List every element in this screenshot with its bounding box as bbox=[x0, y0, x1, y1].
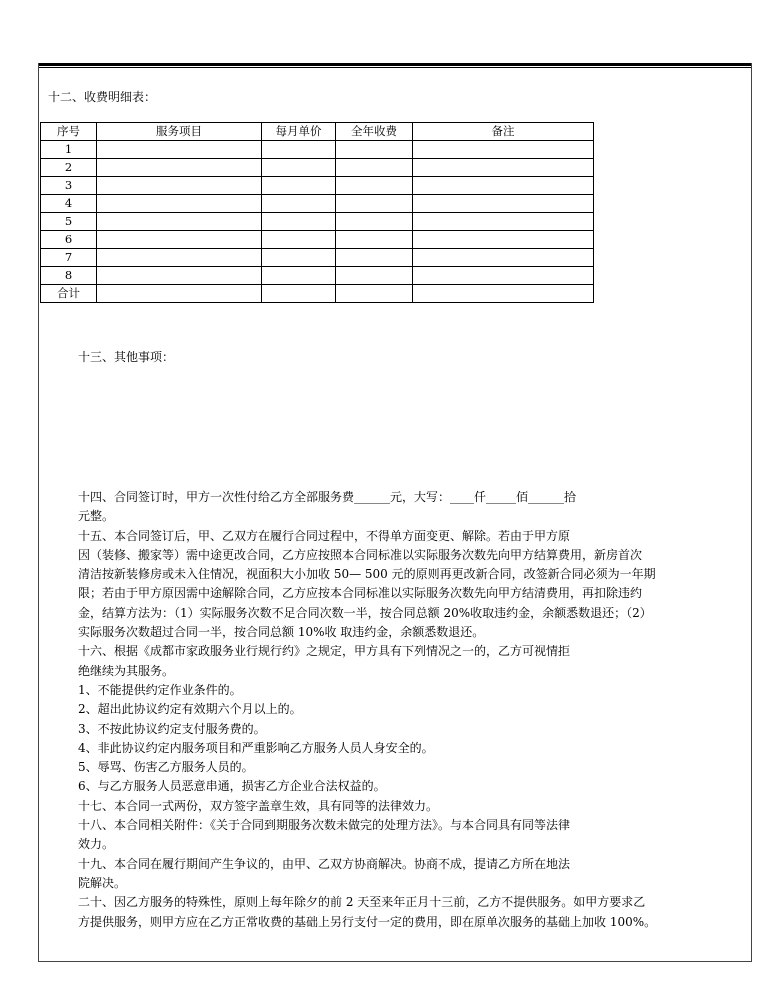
table-row bbox=[41, 267, 594, 285]
table-row bbox=[41, 231, 594, 249]
table-row bbox=[41, 159, 594, 177]
cell-annual-fee bbox=[336, 141, 413, 159]
clause-15-line-5: 金，结算方法为：（1）实际服务次数不足合同次数一半，按合同总额 20%收取违约金，余额悉数退还；（2） bbox=[78, 605, 652, 620]
cell-service-item bbox=[97, 285, 262, 303]
clause-20-line-2: 方提供服务，则甲方应在乙方正常收费的基础上另行支付一定的费用，即在原单次服务的基础上加收 100%。 bbox=[78, 914, 657, 929]
row-index: 8 bbox=[41, 267, 97, 285]
table-row bbox=[41, 249, 594, 267]
clause-16-line-1: 十六、根据《成都市家政服务业行规行约》之规定，甲方具有下列情况之一的，乙方可视情拒 bbox=[78, 644, 571, 659]
row-index: 7 bbox=[41, 249, 97, 267]
row-index: 2 bbox=[41, 159, 97, 177]
row-index: 5 bbox=[41, 213, 97, 231]
cell-annual-fee bbox=[336, 159, 413, 177]
clause-16-item-1: 1、不能提供约定作业条件的。 bbox=[78, 682, 242, 697]
cell-service-item bbox=[97, 159, 262, 177]
cell-annual-fee bbox=[336, 213, 413, 231]
row-index: 3 bbox=[41, 177, 97, 195]
table-row bbox=[41, 177, 594, 195]
cell-annual-fee bbox=[336, 177, 413, 195]
cell-remarks bbox=[413, 177, 594, 195]
header-monthly-price: 每月单价 bbox=[262, 123, 336, 141]
cell-remarks bbox=[413, 213, 594, 231]
section-13-title: 十三、其他事项： bbox=[78, 350, 175, 364]
cell-monthly-price bbox=[262, 213, 336, 231]
clause-15-line-2: 因（装修、搬家等）需中途更改合同，乙方应按照本合同标准以实际服务次数先向甲方结算费用，新房首次 bbox=[78, 547, 643, 562]
clause-15-line-6: 实际服务次数超过合同一半，按合同总额 10%收 取违约金，余额悉数退还。 bbox=[78, 625, 485, 640]
cell-remarks bbox=[413, 231, 594, 249]
clause-16-item-5: 5、辱骂、伤害乙方服务人员的。 bbox=[78, 760, 254, 775]
clause-18-line-2: 效力。 bbox=[78, 837, 115, 852]
cell-service-item bbox=[97, 213, 262, 231]
cell-service-item bbox=[97, 195, 262, 213]
row-index: 4 bbox=[41, 195, 97, 213]
row-index: 1 bbox=[41, 141, 97, 159]
cell-service-item bbox=[97, 141, 262, 159]
table-header-row bbox=[41, 123, 594, 141]
clause-14-line-2: 元整。 bbox=[78, 509, 115, 524]
cell-monthly-price bbox=[262, 249, 336, 267]
header-index: 序号 bbox=[41, 123, 97, 141]
cell-remarks bbox=[413, 195, 594, 213]
cell-remarks bbox=[413, 249, 594, 267]
cell-remarks bbox=[413, 159, 594, 177]
table-row bbox=[41, 213, 594, 231]
cell-monthly-price bbox=[262, 267, 336, 285]
cell-remarks bbox=[413, 267, 594, 285]
cell-service-item bbox=[97, 231, 262, 249]
clause-17: 十七、本合同一式两份，双方签字盖章生效，具有同等的法律效力。 bbox=[78, 798, 439, 813]
clause-16-item-6: 6、与乙方服务人员恶意串通，损害乙方企业合法权益的。 bbox=[78, 779, 386, 794]
header-service-item: 服务项目 bbox=[97, 123, 262, 141]
clause-19-line-1: 十九、本合同在履行期间产生争议的，由甲、乙双方协商解决。协商不成，提请乙方所在地法 bbox=[78, 856, 571, 871]
clause-19-line-2: 院解决。 bbox=[78, 875, 127, 890]
clause-14-line-1: 十四、合同签订时，甲方一次性付给乙方全部服务费______元，大写：____仟_____佰______拾 bbox=[78, 490, 577, 504]
clause-16-item-3: 3、不按此协议约定支付服务费的。 bbox=[78, 721, 266, 736]
cell-monthly-price bbox=[262, 231, 336, 249]
cell-service-item bbox=[97, 267, 262, 285]
clause-16-item-2: 2、超出此协议约定有效期六个月以上的。 bbox=[78, 702, 302, 717]
cell-annual-fee bbox=[336, 231, 413, 249]
cell-monthly-price bbox=[262, 159, 336, 177]
fee-detail-table bbox=[40, 122, 594, 303]
cell-monthly-price bbox=[262, 195, 336, 213]
header-remarks: 备注 bbox=[413, 123, 594, 141]
cell-service-item bbox=[97, 249, 262, 267]
cell-monthly-price bbox=[262, 285, 336, 303]
cell-service-item bbox=[97, 177, 262, 195]
table-row bbox=[41, 195, 594, 213]
contract-clauses bbox=[78, 488, 723, 932]
clause-16-item-4: 4、非此协议约定内服务项目和严重影响乙方服务人员人身安全的。 bbox=[78, 740, 434, 755]
section-12-title: 十二、收费明细表： bbox=[48, 90, 157, 104]
clause-16-line-2: 绝继续为其服务。 bbox=[78, 663, 175, 678]
cell-annual-fee bbox=[336, 195, 413, 213]
table-total-row bbox=[41, 285, 594, 303]
row-index: 6 bbox=[41, 231, 97, 249]
header-annual-fee: 全年收费 bbox=[336, 123, 413, 141]
total-label: 合计 bbox=[41, 285, 97, 303]
clause-15-line-3: 清洁按新装修房或未入住情况，视面积大小加收 50— 500 元的原则再更改新合同，改签新合同必须为一年期 bbox=[78, 567, 656, 582]
cell-annual-fee bbox=[336, 285, 413, 303]
clause-15-line-1: 十五、本合同签订后，甲、乙双方在履行合同过程中，不得单方面变更、解除。若由于甲方原 bbox=[78, 528, 571, 543]
cell-annual-fee bbox=[336, 267, 413, 285]
cell-annual-fee bbox=[336, 249, 413, 267]
table-row bbox=[41, 141, 594, 159]
cell-monthly-price bbox=[262, 141, 336, 159]
cell-remarks bbox=[413, 285, 594, 303]
clause-15-line-4: 限；若由于甲方原因需中途解除合同，乙方应按本合同标准以实际服务次数先向甲方结清费用，再扣除违约 bbox=[78, 586, 643, 601]
clause-20-line-1: 二十、因乙方服务的特殊性，原则上每年除夕的前 2 天至来年正月十三前，乙方不提供服务。如甲方要求乙 bbox=[78, 895, 646, 910]
clause-18-line-1: 十八、本合同相关附件：《关于合同到期服务次数未做完的处理方法》。与本合同具有同等法律 bbox=[78, 818, 571, 833]
cell-remarks bbox=[413, 141, 594, 159]
cell-monthly-price bbox=[262, 177, 336, 195]
